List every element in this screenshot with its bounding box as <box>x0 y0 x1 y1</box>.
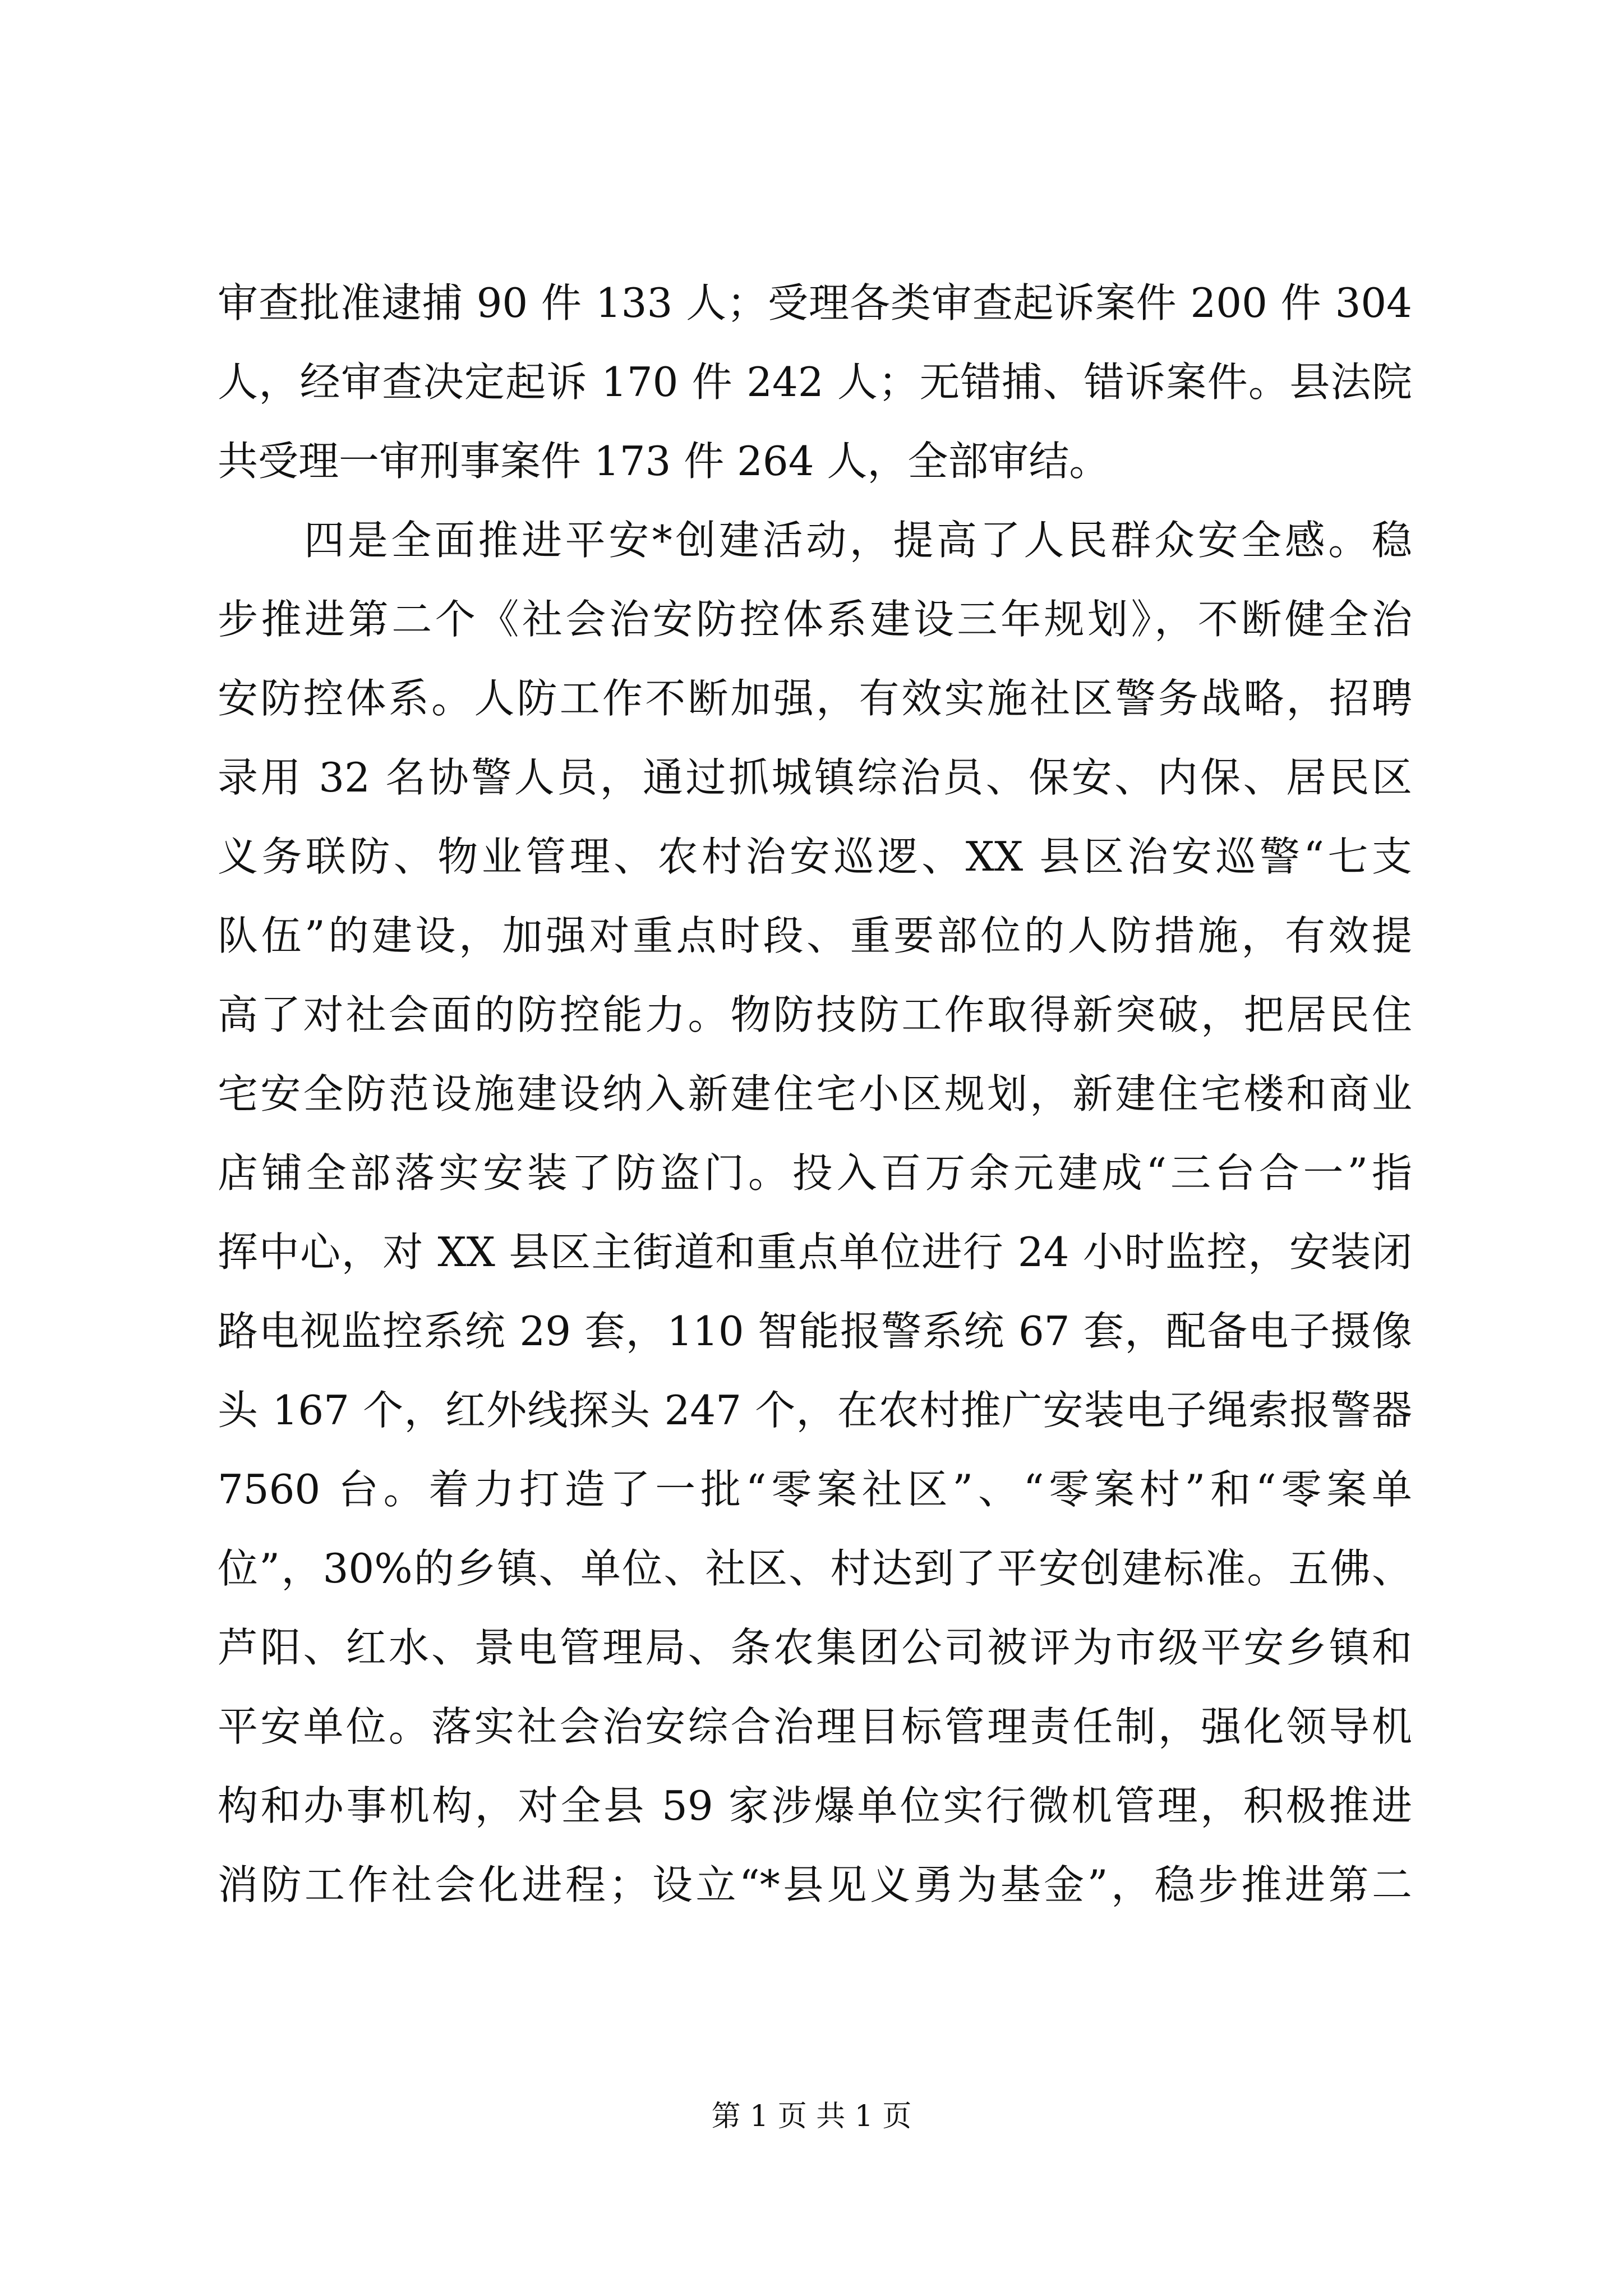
text-line: 队伍”的建设，加强对重点时段、重要部位的人防措施，有效提 <box>218 912 1412 959</box>
text-line: 位”，30%的乡镇、单位、社区、村达到了平安创建标准。五佛、 <box>218 1545 1412 1592</box>
text-line: 消防工作社会化进程；设立“*县见义勇为基金”，稳步推进第二 <box>218 1861 1412 1908</box>
text-line: 宅安全防范设施建设纳入新建住宅小区规划，新建住宅楼和商业 <box>218 1070 1412 1117</box>
text-line: 共受理一审刑事案件 173 件 264 人，全部审结。 <box>218 438 1110 485</box>
page-number-label: 第 1 页 共 1 页 <box>711 2100 912 2133</box>
text-line: 人，经审查决定起诉 170 件 242 人；无错捕、错诉案件。县法院 <box>218 358 1412 406</box>
text-line: 步推进第二个《社会治安防控体系建设三年规划》，不断健全治 <box>218 596 1412 643</box>
text-line: 店铺全部落实安装了防盗门。投入百万余元建成“三台合一”指 <box>218 1149 1412 1197</box>
text-line: 挥中心，对 XX 县区主街道和重点单位进行 24 小时监控，安装闭 <box>218 1228 1412 1276</box>
text-line: 路电视监控系统 29 套，110 智能报警系统 67 套，配备电子摄像 <box>218 1308 1412 1355</box>
text-line: 义务联防、物业管理、农村治安巡逻、XX 县区治安巡警“七支 <box>218 833 1412 880</box>
text-line: 头 167 个，红外线探头 247 个，在农村推广安装电子绳索报警器 <box>218 1387 1412 1434</box>
text-line: 7560 台。着力打造了一批“零案社区”、“零案村”和“零案单 <box>218 1466 1412 1513</box>
text-line: 构和办事机构，对全县 59 家涉爆单位实行微机管理，积极推进 <box>218 1782 1412 1829</box>
text-line: 审查批准逮捕 90 件 133 人；受理各类审查起诉案件 200 件 304 <box>218 279 1412 326</box>
text-line: 录用 32 名协警人员，通过抓城镇综治员、保安、内保、居民区 <box>218 754 1412 801</box>
text-line: 安防控体系。人防工作不断加强，有效实施社区警务战略，招聘 <box>218 675 1412 722</box>
document-body <box>218 264 1412 1925</box>
text-line: 芦阳、红水、景电管理局、条农集团公司被评为市级平安乡镇和 <box>218 1624 1412 1671</box>
page-footer <box>0 2097 1623 2136</box>
text-line: 平安单位。落实社会治安综合治理目标管理责任制，强化领导机 <box>218 1703 1412 1750</box>
text-line: 高了对社会面的防控能力。物防技防工作取得新突破，把居民住 <box>218 991 1412 1038</box>
paragraph-start-line: 四是全面推进平安*创建活动，提高了人民群众安全感。稳 <box>304 517 1412 564</box>
